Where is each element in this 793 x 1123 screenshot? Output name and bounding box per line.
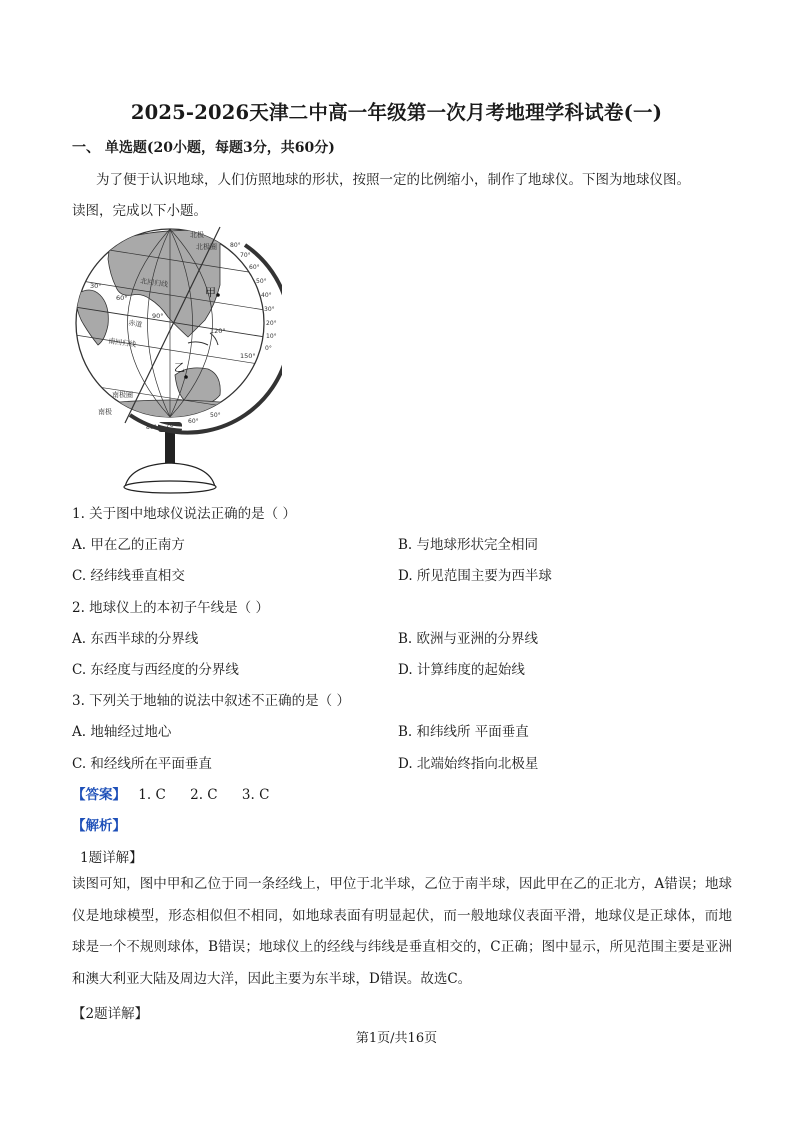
label-south-tropic: 南回归线 [107, 337, 137, 349]
globe-stand-column [165, 430, 175, 464]
question-3-option-b[interactable]: B. 和纬线所 平面垂直 [398, 724, 529, 740]
label-point-yi: 乙 [174, 361, 185, 374]
intro-line-1: 为了便于认识地球，人们仿照地球的形状，按照一定的比例缩小，制作了地球仪。下图为地球仪图。 [96, 172, 690, 188]
label-north-tropic: 北回归线 [139, 277, 169, 289]
intro-line-2: 读图，完成以下小题。 [72, 203, 207, 219]
answer-item-3: 3. C [241, 787, 270, 803]
label-south-pole: 南极 [98, 408, 112, 416]
label-slat-60: 60° [188, 418, 199, 425]
question-1-option-a[interactable]: A. 甲在乙的正南方 [72, 537, 185, 553]
answer-item-1: 1. C [138, 787, 166, 803]
question-1-option-b[interactable]: B. 与地球形状完全相同 [398, 537, 539, 553]
label-lat-60: 60° [249, 264, 260, 271]
point-jia-marker [216, 293, 220, 297]
page-footer: 第1页/共16页 [355, 1031, 438, 1046]
detail-1-paragraph: 读图可知，图中甲和乙位于同一条经线上，甲位于北半球，乙位于南半球，因此甲在乙的正北方，A错误；地球仪是地球模型，形态相似但不相同，如地球表面有明显起伏，而一般地球仪表面平滑，地球仪是正球体，而地球是一个不规则球体，B错误；地球仪上的经线与纬线是垂直相交的，C正确；图中显示，所见范围主要是亚洲和澳大利亚大陆及周边大洋，因此主要为东半球，D错误。故选C。 [72, 876, 732, 987]
label-point-jia: 甲 [205, 286, 216, 299]
label-slat-80: 80° [146, 424, 157, 431]
detail-1-label: 1题详解】 [80, 850, 143, 866]
label-equator: 赤道 [127, 319, 143, 329]
label-lon-150: 150° [240, 352, 256, 360]
label-north-pole: 北极 [190, 231, 204, 239]
question-2-option-a[interactable]: A. 东西半球的分界线 [72, 631, 199, 647]
answer-item-2: 2. C [190, 787, 218, 803]
label-slat-50: 50° [210, 412, 221, 419]
label-lat-10: 10° [266, 333, 277, 340]
label-lon-90: 90° [152, 312, 164, 320]
label-arctic-circle: 北极圈 [196, 243, 217, 251]
globe-stand-foot [124, 481, 216, 493]
question-3-option-d[interactable]: D. 北端始终指向北极星 [398, 756, 539, 772]
question-2-stem: 2. 地球仪上的本初子午线是（ ） [72, 600, 269, 616]
section-heading: 一、 单选题(20小题，每题3分，共60分) [72, 140, 335, 156]
label-lat-30: 30° [264, 306, 275, 313]
label-lat-80: 80° [230, 242, 241, 249]
question-3-stem: 3. 下列关于地轴的说法中叙述不正确的是（ ） [72, 693, 350, 709]
label-lon-60: 60° [116, 294, 128, 302]
answer-tag: 【答案】 [72, 787, 126, 803]
label-lat-20: 20° [266, 320, 277, 327]
label-lon-30: 30° [90, 282, 102, 290]
label-lat-0: 0° [265, 345, 272, 352]
label-lat-70: 70° [240, 252, 251, 259]
question-2-option-b[interactable]: B. 欧洲与亚洲的分界线 [398, 631, 539, 647]
label-lon-120: 120° [210, 327, 226, 335]
question-1-stem: 1. 关于图中地球仪说法正确的是（ ） [72, 506, 296, 522]
analysis-tag: 【解析】 [72, 818, 126, 834]
question-2-option-d[interactable]: D. 计算纬度的起始线 [398, 662, 525, 678]
detail-2-label: 【2题详解】 [72, 1006, 149, 1022]
question-2-option-c[interactable]: C. 东经度与西经度的分界线 [72, 662, 239, 678]
question-3-option-a[interactable]: A. 地轴经过地心 [72, 724, 172, 740]
point-yi-marker [184, 375, 188, 379]
question-3-option-c[interactable]: C. 和经线所在平面垂直 [72, 756, 212, 772]
label-lat-40: 40° [261, 292, 272, 299]
question-1-option-c[interactable]: C. 经纬线垂直相交 [72, 568, 185, 584]
label-slat-70: 70° [166, 422, 177, 429]
answer-line [72, 783, 269, 803]
globe-figure [70, 225, 282, 495]
page-title: 2025-2026天津二中高一年级第一次月考地理学科试卷(一) [130, 101, 663, 124]
label-lat-50: 50° [256, 278, 267, 285]
label-antarctic-circle: 南极圈 [112, 391, 133, 399]
question-1-option-d[interactable]: D. 所见范围主要为西半球 [398, 568, 552, 584]
